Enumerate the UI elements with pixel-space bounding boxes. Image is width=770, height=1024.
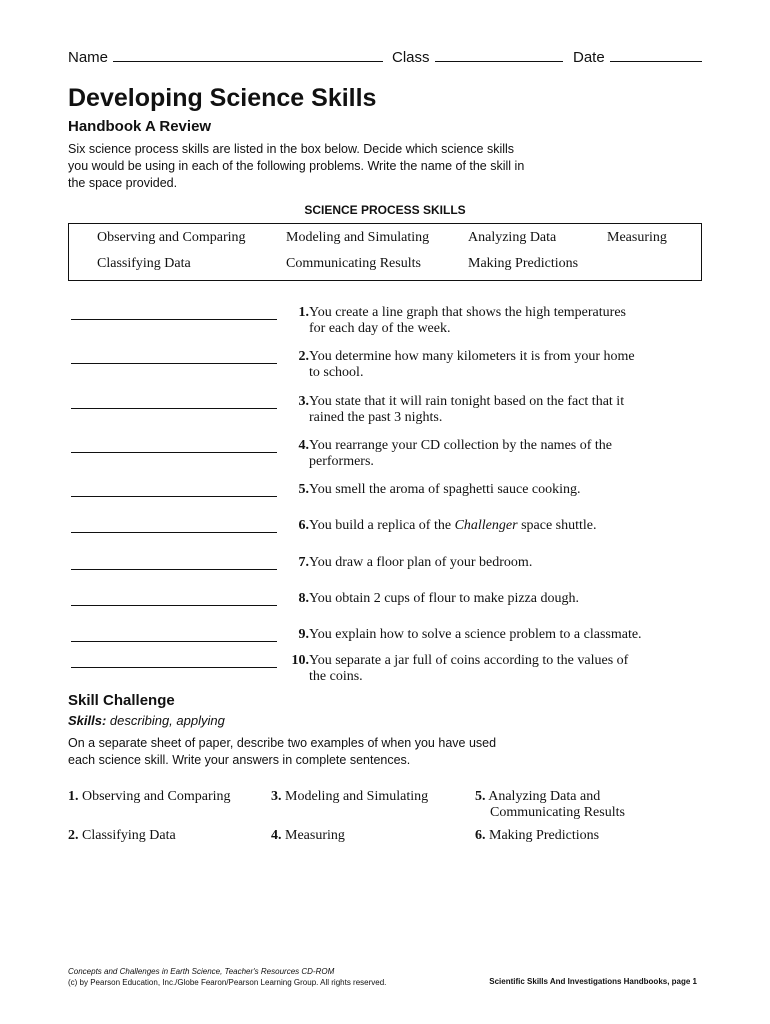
answer-blank[interactable] xyxy=(71,452,277,453)
answer-blank[interactable] xyxy=(71,569,277,570)
footer-page-label: Scientific Skills And Investigations Handbooks, page 1 xyxy=(489,977,697,986)
item-text: Measuring xyxy=(285,828,345,843)
name-label: Name xyxy=(68,49,109,66)
question-line: to school. xyxy=(309,365,364,380)
question-line: You state that it will rain tonight based on the fact that it xyxy=(309,394,625,409)
question-line: You determine how many kilometers it is from your home xyxy=(309,349,635,364)
item-number: 2. xyxy=(68,828,79,843)
item-text: Classifying Data xyxy=(82,828,176,843)
item-number: 6. xyxy=(475,828,486,843)
question-number: 8. xyxy=(298,591,309,606)
skill-item: Making Predictions xyxy=(468,256,579,271)
skills-box xyxy=(68,223,702,281)
question-text: You explain how to solve a science problem to a classmate. xyxy=(309,627,642,642)
class-label: Class xyxy=(392,49,430,66)
question-text: You smell the aroma of spaghetti sauce cooking. xyxy=(309,482,581,497)
question-text xyxy=(309,394,669,426)
shuttle-name: Challenger xyxy=(454,518,518,533)
item-text: Analyzing Data and xyxy=(488,789,601,804)
answer-blank[interactable] xyxy=(71,496,277,497)
question-number: 6. xyxy=(298,518,309,533)
challenge-item xyxy=(271,828,345,844)
challenge-item xyxy=(475,828,599,844)
item-text-continued: Communicating Results xyxy=(490,805,625,820)
answer-blank[interactable] xyxy=(71,605,277,606)
item-number: 3. xyxy=(271,789,282,804)
page-title: Developing Science Skills xyxy=(68,84,377,112)
date-field xyxy=(573,47,702,66)
question-text xyxy=(309,438,669,470)
item-text: Modeling and Simulating xyxy=(285,789,429,804)
answer-blank[interactable] xyxy=(71,532,277,533)
skills-box-title: SCIENCE PROCESS SKILLS xyxy=(304,203,466,217)
question-line: the coins. xyxy=(309,669,363,684)
question-number: 9. xyxy=(298,627,309,642)
answer-blank[interactable] xyxy=(71,667,277,668)
answer-blank[interactable] xyxy=(71,319,277,320)
question-text-part: space shuttle. xyxy=(517,518,597,533)
skills-value: describing, applying xyxy=(109,713,225,728)
name-field xyxy=(68,47,383,66)
question-line: rained the past 3 nights. xyxy=(309,410,443,425)
skill-item: Analyzing Data xyxy=(468,230,557,245)
question-line: You separate a jar full of coins according to the values of xyxy=(309,653,629,668)
challenge-item xyxy=(271,789,428,805)
challenge-instructions: On a separate sheet of paper, describe two examples of when you have used each science skill. Write your answers in complete sentences. xyxy=(68,736,497,767)
challenge-item xyxy=(68,789,231,805)
item-text: Observing and Comparing xyxy=(82,789,231,804)
item-text: Making Predictions xyxy=(489,828,600,843)
class-field xyxy=(392,47,563,66)
question-number: 10. xyxy=(291,653,309,668)
item-number: 4. xyxy=(271,828,282,843)
answer-blank[interactable] xyxy=(71,641,277,642)
question-number: 3. xyxy=(298,394,309,409)
skill-item: Modeling and Simulating xyxy=(286,230,430,245)
item-number: 5. xyxy=(475,789,486,804)
skill-item: Measuring xyxy=(607,230,667,245)
question-line: performers. xyxy=(309,454,374,469)
question-number: 1. xyxy=(298,305,309,320)
question-text xyxy=(309,653,669,685)
question-text: You obtain 2 cups of flour to make pizza dough. xyxy=(309,591,579,606)
footer-source-title: Concepts and Challenges in Earth Science, Teacher's Resources CD-ROM xyxy=(68,967,335,976)
question-line: You create a line graph that shows the high temperatures xyxy=(309,305,626,320)
date-blank[interactable] xyxy=(610,47,702,62)
instructions: Six science process skills are listed in the box below. Decide which science skills you would be using in each of the following problems. Write the name of the skill in the space provided. xyxy=(68,142,525,190)
question-number: 2. xyxy=(298,349,309,364)
question-line: for each day of the week. xyxy=(309,321,451,336)
skill-item: Communicating Results xyxy=(286,256,421,271)
challenge-item xyxy=(475,789,625,821)
date-label: Date xyxy=(573,49,605,66)
question-text-part: You build a replica of the xyxy=(309,518,455,533)
question-text: You draw a floor plan of your bedroom. xyxy=(309,555,533,570)
footer-copyright: (c) by Pearson Education, Inc./Globe Fearon/Pearson Learning Group. All rights reserved. xyxy=(68,978,387,987)
item-number: 1. xyxy=(68,789,79,804)
question-text xyxy=(309,349,669,381)
question-number: 5. xyxy=(298,482,309,497)
skills-label: Skills: xyxy=(68,713,107,728)
question-text xyxy=(309,305,669,337)
challenge-skills xyxy=(68,713,225,728)
question-number: 7. xyxy=(298,555,309,570)
question-line: You rearrange your CD collection by the names of the xyxy=(309,438,612,453)
skill-item: Classifying Data xyxy=(97,256,191,271)
challenge-item xyxy=(68,828,176,844)
answer-blank[interactable] xyxy=(71,408,277,409)
question-text xyxy=(309,518,669,534)
answer-blank[interactable] xyxy=(71,363,277,364)
skill-item: Observing and Comparing xyxy=(97,230,246,245)
question-number: 4. xyxy=(298,438,309,453)
challenge-title: Skill Challenge xyxy=(68,692,175,709)
class-blank[interactable] xyxy=(435,47,563,62)
section-subtitle: Handbook A Review xyxy=(68,118,212,135)
footer-source xyxy=(68,966,386,988)
name-blank[interactable] xyxy=(113,47,383,62)
